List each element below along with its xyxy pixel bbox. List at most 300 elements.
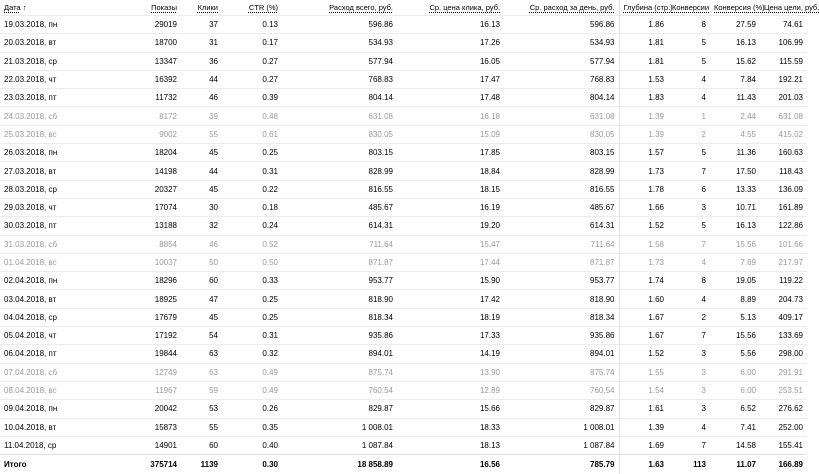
cell-cpc: 13.90 <box>397 363 504 381</box>
cell-conversion-rate: 15.56 <box>710 327 760 345</box>
cell-ctr: 0.49 <box>222 363 282 381</box>
cell-cpc: 19.20 <box>397 217 504 235</box>
cell-depth: 1.66 <box>619 198 668 216</box>
cell-date: 05.04.2018, чт <box>0 327 112 345</box>
cell-daily-cost: 816.55 <box>504 180 619 198</box>
cell-conversion-rate: 5.13 <box>710 308 760 326</box>
cell-shows: 16392 <box>112 70 181 88</box>
cell-conversions: 3 <box>668 198 710 216</box>
cell-depth: 1.58 <box>619 235 668 253</box>
cell-daily-cost: 935.86 <box>504 327 619 345</box>
cell-cost: 1 008.01 <box>282 418 397 436</box>
cell-shows: 18204 <box>112 144 181 162</box>
cell-conversion-rate: 4.55 <box>710 125 760 143</box>
cell-date: 24.03.2018, сб <box>0 107 112 125</box>
cell-cost: 596.86 <box>282 16 397 34</box>
cell-shows: 14901 <box>112 436 181 454</box>
cell-clicks: 60 <box>181 272 222 290</box>
cell-shows: 11732 <box>112 89 181 107</box>
cell-shows: 11967 <box>112 381 181 399</box>
total-cost-per-goal: 166.89 <box>760 455 807 474</box>
cell-date: 25.03.2018, вс <box>0 125 112 143</box>
cell-cost-per-goal: 119.22 <box>760 272 807 290</box>
header-row <box>0 0 807 16</box>
cell-cost-per-goal: 298.00 <box>760 345 807 363</box>
cell-clicks: 45 <box>181 144 222 162</box>
cell-conversion-rate: 13.33 <box>710 180 760 198</box>
table-row[interactable] <box>0 70 807 88</box>
column-header-avg-cpc[interactable]: Ср. цена клика, руб. <box>429 3 500 12</box>
cell-cost-per-goal: 115.59 <box>760 52 807 70</box>
cell-daily-cost: 768.83 <box>504 70 619 88</box>
cell-cpc: 17.33 <box>397 327 504 345</box>
cell-cost-per-goal: 160.63 <box>760 144 807 162</box>
cell-cost-per-goal: 415.02 <box>760 125 807 143</box>
cell-daily-cost: 614.31 <box>504 217 619 235</box>
cell-clicks: 37 <box>181 16 222 34</box>
cell-cost: 818.90 <box>282 290 397 308</box>
cell-clicks: 55 <box>181 125 222 143</box>
cell-conversions: 6 <box>668 180 710 198</box>
cell-cost: 830.05 <box>282 125 397 143</box>
table-row[interactable] <box>0 363 807 381</box>
cell-conversions: 7 <box>668 327 710 345</box>
cell-cpc: 14.19 <box>397 345 504 363</box>
cell-daily-cost: 830.05 <box>504 125 619 143</box>
cell-shows: 15873 <box>112 418 181 436</box>
total-ctr: 0.30 <box>222 455 282 474</box>
cell-ctr: 0.50 <box>222 253 282 271</box>
cell-daily-cost: 818.90 <box>504 290 619 308</box>
cell-clicks: 54 <box>181 327 222 345</box>
table-row[interactable] <box>0 400 807 418</box>
cell-cost: 871.87 <box>282 253 397 271</box>
cell-cpc: 16.18 <box>397 107 504 125</box>
table-row[interactable] <box>0 52 807 70</box>
cell-cost: 711.64 <box>282 235 397 253</box>
cell-daily-cost: 818.34 <box>504 308 619 326</box>
cell-cost-per-goal: 192.21 <box>760 70 807 88</box>
cell-cost-per-goal: 122.86 <box>760 217 807 235</box>
cell-daily-cost: 804.14 <box>504 89 619 107</box>
cell-depth: 1.54 <box>619 381 668 399</box>
cell-ctr: 0.13 <box>222 16 282 34</box>
cell-shows: 20327 <box>112 180 181 198</box>
cell-date: 31.03.2018, сб <box>0 235 112 253</box>
cell-conversions: 1 <box>668 107 710 125</box>
column-header-date[interactable]: Дата ↑ <box>4 3 27 12</box>
cell-cost: 768.83 <box>282 70 397 88</box>
cell-daily-cost: 871.87 <box>504 253 619 271</box>
cell-conversions: 5 <box>668 144 710 162</box>
cell-depth: 1.67 <box>619 308 668 326</box>
cell-daily-cost: 875.74 <box>504 363 619 381</box>
cell-cost-per-goal: 253.51 <box>760 381 807 399</box>
cell-depth: 1.73 <box>619 162 668 180</box>
cell-cpc: 18.33 <box>397 418 504 436</box>
cell-conversion-rate: 11.43 <box>710 89 760 107</box>
cell-date: 28.03.2018, ср <box>0 180 112 198</box>
cell-cost: 760.54 <box>282 381 397 399</box>
total-label: Итого <box>0 455 112 474</box>
cell-cost-per-goal: 133.69 <box>760 327 807 345</box>
cell-conversion-rate: 7.84 <box>710 70 760 88</box>
cell-depth: 1.57 <box>619 144 668 162</box>
cell-cost-per-goal: 201.03 <box>760 89 807 107</box>
cell-depth: 1.39 <box>619 418 668 436</box>
cell-depth: 1.74 <box>619 272 668 290</box>
cell-cost: 894.01 <box>282 345 397 363</box>
cell-conversion-rate: 7.41 <box>710 418 760 436</box>
cell-date: 06.04.2018, пт <box>0 345 112 363</box>
cell-ctr: 0.27 <box>222 52 282 70</box>
cell-cost: 577.94 <box>282 52 397 70</box>
cell-cost: 803.15 <box>282 144 397 162</box>
cell-clicks: 45 <box>181 180 222 198</box>
cell-depth: 1.60 <box>619 290 668 308</box>
total-shows: 375714 <box>112 455 181 474</box>
cell-depth: 1.39 <box>619 125 668 143</box>
column-header-avg-daily-cost[interactable]: Ср. расход за день, руб. <box>504 0 619 16</box>
cell-shows: 17679 <box>112 308 181 326</box>
cell-depth: 1.78 <box>619 180 668 198</box>
cell-daily-cost: 534.93 <box>504 34 619 52</box>
cell-cost: 534.93 <box>282 34 397 52</box>
cell-cpc: 16.13 <box>397 16 504 34</box>
cell-clicks: 30 <box>181 198 222 216</box>
table-row[interactable] <box>0 89 807 107</box>
cell-cost: 816.55 <box>282 180 397 198</box>
cell-conversions: 5 <box>668 34 710 52</box>
cell-cost: 1 087.84 <box>282 436 397 454</box>
cell-depth: 1.53 <box>619 70 668 88</box>
cell-conversions: 8 <box>668 16 710 34</box>
cell-date: 10.04.2018, вт <box>0 418 112 436</box>
cell-shows: 20042 <box>112 400 181 418</box>
cell-ctr: 0.26 <box>222 400 282 418</box>
cell-daily-cost: 631.08 <box>504 107 619 125</box>
cell-daily-cost: 803.15 <box>504 144 619 162</box>
table-row[interactable] <box>0 253 807 271</box>
cell-shows: 12749 <box>112 363 181 381</box>
cell-conversion-rate: 16.13 <box>710 217 760 235</box>
cell-date: 23.03.2018, пт <box>0 89 112 107</box>
cell-clicks: 63 <box>181 345 222 363</box>
cell-date: 20.03.2018, вт <box>0 34 112 52</box>
total-clicks: 1139 <box>181 455 222 474</box>
cell-cost-per-goal: 155.41 <box>760 436 807 454</box>
table-row[interactable] <box>0 34 807 52</box>
cell-shows: 8854 <box>112 235 181 253</box>
cell-date: 26.03.2018, пн <box>0 144 112 162</box>
cell-cpc: 17.44 <box>397 253 504 271</box>
cell-daily-cost: 894.01 <box>504 345 619 363</box>
cell-clicks: 50 <box>181 253 222 271</box>
cell-ctr: 0.39 <box>222 89 282 107</box>
cell-ctr: 0.22 <box>222 180 282 198</box>
cell-ctr: 0.33 <box>222 272 282 290</box>
cell-daily-cost: 577.94 <box>504 52 619 70</box>
table-row[interactable] <box>0 16 807 34</box>
cell-conversion-rate: 10.71 <box>710 198 760 216</box>
cell-conversion-rate: 6.00 <box>710 381 760 399</box>
cell-ctr: 0.52 <box>222 235 282 253</box>
cell-cpc: 16.19 <box>397 198 504 216</box>
cell-shows: 19844 <box>112 345 181 363</box>
cell-date: 02.04.2018, пн <box>0 272 112 290</box>
cell-depth: 1.39 <box>619 107 668 125</box>
table-row[interactable] <box>0 217 807 235</box>
cell-clicks: 46 <box>181 89 222 107</box>
cell-ctr: 0.25 <box>222 290 282 308</box>
cell-cost-per-goal: 291.91 <box>760 363 807 381</box>
cell-cost-per-goal: 409.17 <box>760 308 807 326</box>
table-row[interactable] <box>0 308 807 326</box>
cell-date: 07.04.2018, сб <box>0 363 112 381</box>
cell-conversion-rate: 14.58 <box>710 436 760 454</box>
cell-shows: 17192 <box>112 327 181 345</box>
cell-depth: 1.55 <box>619 363 668 381</box>
column-header-clicks[interactable]: Клики <box>197 3 218 12</box>
cell-cpc: 17.26 <box>397 34 504 52</box>
cell-ctr: 0.17 <box>222 34 282 52</box>
cell-date: 03.04.2018, вт <box>0 290 112 308</box>
table-row[interactable] <box>0 290 807 308</box>
cell-conversions: 5 <box>668 52 710 70</box>
cell-cpc: 16.05 <box>397 52 504 70</box>
cell-cost-per-goal: 252.00 <box>760 418 807 436</box>
cell-conversions: 4 <box>668 418 710 436</box>
cell-conversions: 7 <box>668 436 710 454</box>
cell-conversion-rate: 17.50 <box>710 162 760 180</box>
cell-date: 21.03.2018, ср <box>0 52 112 70</box>
cell-daily-cost: 485.67 <box>504 198 619 216</box>
cell-conversions: 3 <box>668 363 710 381</box>
cell-date: 09.04.2018, пн <box>0 400 112 418</box>
cell-date: 19.03.2018, пн <box>0 16 112 34</box>
cell-clicks: 53 <box>181 400 222 418</box>
cell-ctr: 0.24 <box>222 217 282 235</box>
cell-date: 01.04.2018, вс <box>0 253 112 271</box>
table-row[interactable] <box>0 198 807 216</box>
cell-cost: 631.08 <box>282 107 397 125</box>
cell-ctr: 0.32 <box>222 345 282 363</box>
cell-conversions: 5 <box>668 217 710 235</box>
cell-clicks: 44 <box>181 70 222 88</box>
cell-clicks: 63 <box>181 363 222 381</box>
cell-depth: 1.52 <box>619 217 668 235</box>
cell-date: 29.03.2018, чт <box>0 198 112 216</box>
cell-conversion-rate: 8.89 <box>710 290 760 308</box>
cell-clicks: 32 <box>181 217 222 235</box>
cell-conversion-rate: 15.62 <box>710 52 760 70</box>
cell-date: 11.04.2018, ср <box>0 436 112 454</box>
cell-cost: 614.31 <box>282 217 397 235</box>
table-row[interactable] <box>0 180 807 198</box>
cell-shows: 14198 <box>112 162 181 180</box>
cell-clicks: 55 <box>181 418 222 436</box>
cell-cost: 953.77 <box>282 272 397 290</box>
table-row[interactable] <box>0 107 807 125</box>
table-row[interactable] <box>0 144 807 162</box>
cell-clicks: 44 <box>181 162 222 180</box>
cell-cost-per-goal: 106.99 <box>760 34 807 52</box>
cell-date: 27.03.2018, вт <box>0 162 112 180</box>
cell-conversion-rate: 6.52 <box>710 400 760 418</box>
total-depth: 1.63 <box>619 455 668 474</box>
cell-conversions: 3 <box>668 400 710 418</box>
cell-daily-cost: 760.54 <box>504 381 619 399</box>
cell-ctr: 0.25 <box>222 308 282 326</box>
cell-cost-per-goal: 217.97 <box>760 253 807 271</box>
table-row[interactable] <box>0 327 807 345</box>
cell-cpc: 15.90 <box>397 272 504 290</box>
cell-ctr: 0.25 <box>222 144 282 162</box>
cell-ctr: 0.31 <box>222 327 282 345</box>
cell-conversion-rate: 19.05 <box>710 272 760 290</box>
table-row[interactable] <box>0 345 807 363</box>
cell-depth: 1.86 <box>619 16 668 34</box>
total-cpc: 16.56 <box>397 455 504 474</box>
cell-ctr: 0.48 <box>222 107 282 125</box>
cell-cpc: 17.42 <box>397 290 504 308</box>
cell-cost-per-goal: 101.66 <box>760 235 807 253</box>
cell-conversions: 4 <box>668 70 710 88</box>
table-row[interactable] <box>0 125 807 143</box>
cell-shows: 18925 <box>112 290 181 308</box>
cell-clicks: 39 <box>181 107 222 125</box>
cell-shows: 8172 <box>112 107 181 125</box>
cell-cpc: 15.66 <box>397 400 504 418</box>
cell-conversion-rate: 15.56 <box>710 235 760 253</box>
cell-daily-cost: 1 008.01 <box>504 418 619 436</box>
cell-depth: 1.67 <box>619 327 668 345</box>
cell-cpc: 18.13 <box>397 436 504 454</box>
cell-shows: 18296 <box>112 272 181 290</box>
cell-cost-per-goal: 74.61 <box>760 16 807 34</box>
cell-cpc: 15.47 <box>397 235 504 253</box>
cell-conversions: 3 <box>668 345 710 363</box>
cell-date: 08.04.2018, вс <box>0 381 112 399</box>
cell-conversion-rate: 16.13 <box>710 34 760 52</box>
cell-cost: 485.67 <box>282 198 397 216</box>
table-row[interactable] <box>0 436 807 454</box>
cell-cpc: 12.89 <box>397 381 504 399</box>
cell-daily-cost: 711.64 <box>504 235 619 253</box>
cell-date: 04.04.2018, ср <box>0 308 112 326</box>
cell-conversions: 7 <box>668 162 710 180</box>
cell-conversions: 2 <box>668 125 710 143</box>
cell-conversion-rate: 5.56 <box>710 345 760 363</box>
column-header-ctr[interactable]: CTR (%) <box>248 3 278 12</box>
cell-shows: 13347 <box>112 52 181 70</box>
table-body <box>0 16 807 455</box>
cell-conversion-rate: 2.44 <box>710 107 760 125</box>
column-header-conversions[interactable]: Конверсии <box>672 3 710 12</box>
cell-cost: 875.74 <box>282 363 397 381</box>
cell-daily-cost: 596.86 <box>504 16 619 34</box>
cell-cost: 804.14 <box>282 89 397 107</box>
column-header-conversion-rate[interactable]: Конверсия (%) <box>714 3 765 12</box>
cell-ctr: 0.40 <box>222 436 282 454</box>
cell-cost: 818.34 <box>282 308 397 326</box>
cell-depth: 1.83 <box>619 89 668 107</box>
table-row[interactable] <box>0 162 807 180</box>
cell-conversion-rate: 6.00 <box>710 363 760 381</box>
cell-conversions: 3 <box>668 381 710 399</box>
cell-cost-per-goal: 276.62 <box>760 400 807 418</box>
column-header-depth[interactable]: Глубина (стр.) <box>623 3 673 12</box>
cell-depth: 1.81 <box>619 52 668 70</box>
column-header-cost-total[interactable]: Расход всего, руб. <box>329 3 393 12</box>
cell-depth: 1.69 <box>619 436 668 454</box>
table-row[interactable] <box>0 381 807 399</box>
cell-clicks: 47 <box>181 290 222 308</box>
cell-ctr: 0.61 <box>222 125 282 143</box>
cell-daily-cost: 953.77 <box>504 272 619 290</box>
cell-date: 22.03.2018, чт <box>0 70 112 88</box>
total-conversions: 113 <box>668 455 710 474</box>
cell-shows: 9002 <box>112 125 181 143</box>
cell-ctr: 0.35 <box>222 418 282 436</box>
cell-conversion-rate: 11.36 <box>710 144 760 162</box>
cell-shows: 17074 <box>112 198 181 216</box>
cell-depth: 1.61 <box>619 400 668 418</box>
cell-clicks: 36 <box>181 52 222 70</box>
cell-cost-per-goal: 631.08 <box>760 107 807 125</box>
cell-cpc: 18.84 <box>397 162 504 180</box>
cell-shows: 29019 <box>112 16 181 34</box>
table-row[interactable] <box>0 235 807 253</box>
column-header-shows[interactable]: Показы <box>151 3 177 12</box>
cell-daily-cost: 1 087.84 <box>504 436 619 454</box>
table-row[interactable] <box>0 418 807 436</box>
table-row[interactable] <box>0 272 807 290</box>
cell-clicks: 45 <box>181 308 222 326</box>
cell-conversions: 4 <box>668 253 710 271</box>
cell-conversions: 8 <box>668 272 710 290</box>
cell-cpc: 18.19 <box>397 308 504 326</box>
cell-ctr: 0.18 <box>222 198 282 216</box>
total-cost: 18 858.89 <box>282 455 397 474</box>
cell-shows: 18700 <box>112 34 181 52</box>
cell-conversions: 2 <box>668 308 710 326</box>
sort-ascending-icon: ↑ <box>22 3 27 12</box>
cell-cost-per-goal: 118.43 <box>760 162 807 180</box>
cell-cpc: 17.85 <box>397 144 504 162</box>
cell-ctr: 0.31 <box>222 162 282 180</box>
cell-cost: 829.87 <box>282 400 397 418</box>
cell-daily-cost: 829.87 <box>504 400 619 418</box>
cell-daily-cost: 828.99 <box>504 162 619 180</box>
cell-depth: 1.81 <box>619 34 668 52</box>
total-row <box>0 455 807 474</box>
cell-conversion-rate: 27.59 <box>710 16 760 34</box>
cell-cost-per-goal: 204.73 <box>760 290 807 308</box>
cell-cost-per-goal: 161.89 <box>760 198 807 216</box>
cell-clicks: 60 <box>181 436 222 454</box>
cell-conversions: 4 <box>668 290 710 308</box>
cell-date: 30.03.2018, пт <box>0 217 112 235</box>
cell-shows: 13188 <box>112 217 181 235</box>
cell-cpc: 15.09 <box>397 125 504 143</box>
cell-cost: 828.99 <box>282 162 397 180</box>
cell-cost-per-goal: 136.09 <box>760 180 807 198</box>
cell-cpc: 18.15 <box>397 180 504 198</box>
cell-depth: 1.73 <box>619 253 668 271</box>
cell-conversions: 4 <box>668 89 710 107</box>
column-header-cost-per-goal[interactable]: Цена цели, руб. <box>764 3 819 12</box>
